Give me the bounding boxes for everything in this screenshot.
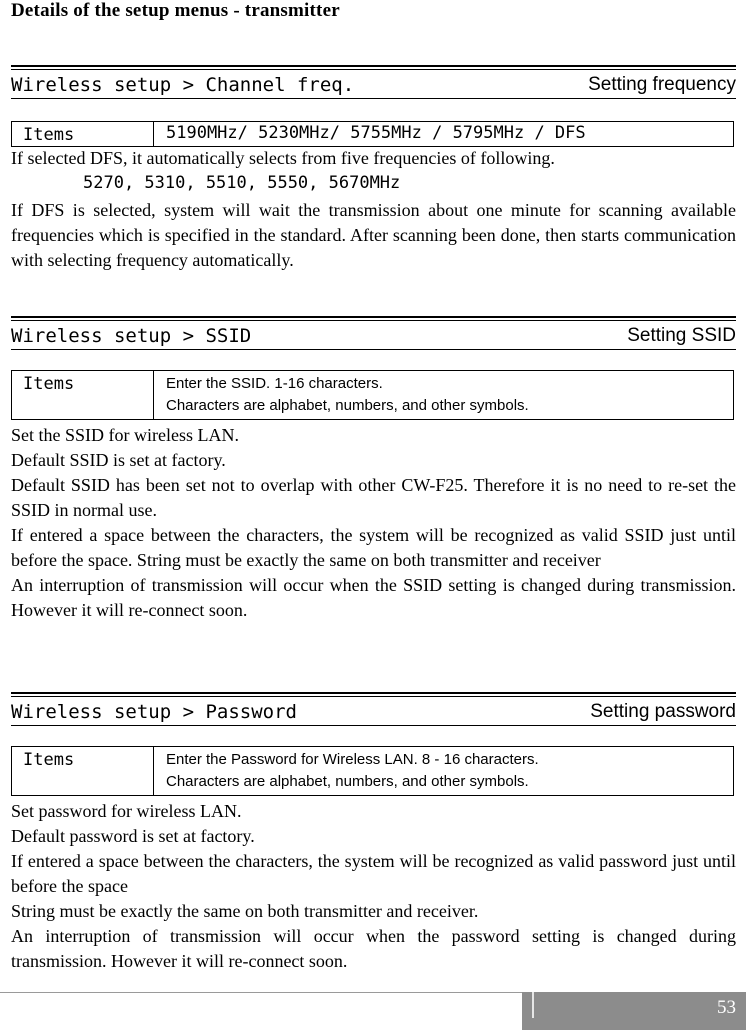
items-line: Characters are alphabet, numbers, and other symbols.: [166, 773, 529, 790]
items-label: Items: [12, 371, 154, 420]
section-path: Wireless setup > Password: [11, 701, 297, 723]
header-rule: [11, 69, 736, 70]
paragraph: An interruption of transmission will occur when the SSID setting is changed during transmission. However it will re-connect soon.: [11, 575, 736, 620]
footer-rule: [0, 992, 522, 993]
paragraph: If DFS is selected, system will wait the transmission about one minute for scanning available frequencies which is specified in the standard. After scanning been done, then starts communication with selecting frequency automatically.: [11, 200, 736, 270]
section-tag: Setting password: [590, 701, 736, 722]
freq-intro: [11, 146, 736, 171]
items-table-channel-freq: [11, 121, 734, 147]
paragraph: Default SSID is set at factory.: [11, 450, 226, 470]
paragraph: Set password for wireless LAN.: [11, 801, 242, 821]
paragraph: Default SSID has been set not to overlap with other CW-F25. Therefore it is no need to re-set the SSID in normal use.: [11, 475, 736, 520]
paragraph: If entered a space between the characters, the system will be recognized as valid password just until before the space: [11, 851, 736, 896]
paragraph: If selected DFS, it automatically selects from five frequencies of following.: [11, 148, 555, 168]
paragraph: An interruption of transmission will occur when the password setting is changed during transmission. However it will re-connect soon.: [11, 926, 736, 971]
section-path: Wireless setup > SSID: [11, 325, 252, 347]
section-header-ssid: [11, 316, 736, 350]
paragraph: If entered a space between the characters, the system will be recognized as valid SSID just until before the space. String must be exactly the same on both transmitter and receiver: [11, 525, 736, 570]
header-rule: [11, 349, 736, 350]
header-rule: [11, 65, 736, 67]
section-tag: Setting SSID: [627, 325, 736, 346]
header-rule: [11, 725, 736, 726]
dfs-frequency-list: 5270, 5310, 5510, 5550, 5670MHz: [83, 173, 401, 193]
footer-divider: [532, 992, 534, 1018]
items-table-ssid: [11, 370, 734, 420]
items-table-password: [11, 746, 734, 796]
paragraph: String must be exactly the same on both transmitter and receiver.: [11, 901, 479, 921]
items-value: [154, 371, 734, 420]
section-header-password: [11, 692, 736, 726]
section-header-channel-freq: [11, 65, 736, 99]
paragraph: Set the SSID for wireless LAN.: [11, 425, 239, 445]
items-value: [154, 747, 734, 796]
password-body: [11, 799, 736, 974]
paragraph: Default password is set at factory.: [11, 826, 255, 846]
items-label: Items: [12, 122, 154, 147]
header-rule: [11, 320, 736, 321]
page-number: 53: [717, 997, 736, 1018]
header-rule: [11, 696, 736, 697]
section-tag: Setting frequency: [588, 74, 736, 95]
header-rule: [11, 98, 736, 99]
items-line: Characters are alphabet, numbers, and other symbols.: [166, 397, 529, 414]
ssid-body: [11, 423, 736, 623]
page-title: Details of the setup menus - transmitter: [11, 0, 340, 21]
freq-body: [11, 198, 736, 273]
section-path: Wireless setup > Channel freq.: [11, 74, 355, 96]
items-line: Enter the Password for Wireless LAN. 8 - 16 characters.: [166, 751, 539, 768]
header-rule: [11, 692, 736, 694]
items-value: 5190MHz/ 5230MHz/ 5755MHz / 5795MHz / DFS: [154, 122, 734, 147]
items-line: Enter the SSID. 1-16 characters.: [166, 375, 383, 392]
page-number-box: [522, 992, 746, 1030]
header-rule: [11, 316, 736, 318]
items-label: Items: [12, 747, 154, 796]
